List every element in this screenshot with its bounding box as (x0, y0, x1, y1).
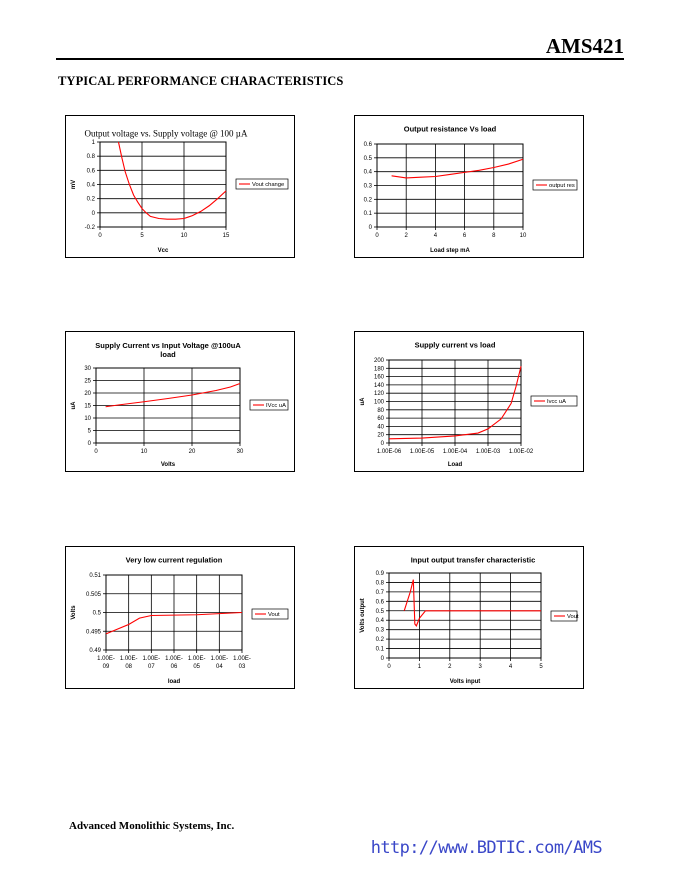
y-tick-label: 120 (373, 391, 384, 398)
y-tick-label: 25 (84, 378, 91, 385)
chart-svg (355, 547, 583, 688)
x-tick-label: 1.00E-03 (475, 449, 501, 455)
y-tick-label: 160 (373, 374, 384, 381)
y-tick-label: 0 (380, 441, 384, 447)
x-tick-label: 10 (140, 449, 148, 455)
y-tick-label: 0.8 (86, 154, 95, 161)
legend-label: output res (549, 183, 575, 189)
y-axis-title: mV (71, 179, 77, 190)
y-tick-label: 0.8 (375, 580, 384, 587)
y-tick-label: 0.49 (89, 648, 101, 654)
y-tick-label: 20 (377, 432, 384, 439)
x-tick-label: 4 (433, 233, 438, 239)
y-tick-label: 80 (377, 407, 384, 414)
y-tick-label: 0 (87, 441, 91, 447)
x-axis-title: Load (447, 462, 463, 468)
y-tick-label: 0.5 (375, 608, 384, 615)
x-tick-label: 1.00E-07 (142, 656, 161, 670)
series-line (118, 142, 226, 219)
y-tick-label: 0 (380, 656, 384, 662)
x-tick-label: 1.00E-03 (233, 656, 251, 670)
y-tick-label: 30 (84, 366, 91, 372)
x-tick-label: 1.00E-04 (210, 656, 229, 670)
x-tick-label: 10 (180, 233, 188, 239)
y-tick-label: 40 (377, 424, 384, 431)
x-tick-label: 5 (140, 233, 144, 239)
chart-title: Output voltage vs. Supply voltage @ 100 µA (84, 128, 248, 139)
y-tick-label: 10 (84, 416, 91, 422)
y-tick-label: 0 (368, 225, 372, 231)
x-axis-title: Volts (160, 462, 176, 468)
x-tick-label: 1.00E-09 (97, 656, 115, 670)
y-tick-label: 60 (377, 416, 384, 423)
y-tick-label: 0.3 (363, 183, 372, 190)
y-axis-title: Volts (71, 605, 77, 620)
y-tick-label: 1 (91, 140, 95, 146)
x-tick-label: 0 (98, 233, 102, 239)
chart-svg (66, 116, 294, 257)
x-tick-label: 0 (387, 664, 391, 670)
chart-output-voltage-vs-supply (65, 115, 295, 258)
y-tick-label: 0.6 (363, 142, 372, 148)
chart-title: Supply Current vs Input Voltage @100uA load (95, 340, 241, 359)
x-tick-label: 8 (492, 233, 496, 239)
y-axis-title: Volts output (360, 598, 366, 633)
y-tick-label: 0.3 (375, 627, 384, 634)
x-tick-label: 30 (236, 449, 244, 455)
legend-label: Ivcc uA (547, 399, 567, 405)
y-tick-label: 0.4 (363, 169, 372, 176)
x-tick-label: 1.00E-04 (442, 449, 468, 455)
y-tick-label: 0.6 (86, 168, 95, 175)
y-tick-label: 140 (373, 382, 384, 389)
x-axis-title: load (167, 679, 181, 685)
y-tick-label: 180 (373, 366, 384, 373)
header-rule (56, 58, 624, 60)
y-tick-label: 0.6 (375, 599, 384, 606)
legend-label: Vout (567, 614, 579, 620)
y-tick-label: 0.4 (86, 182, 95, 189)
x-tick-label: 1.00E-05 (409, 449, 435, 455)
chart-input-output-transfer (354, 546, 584, 689)
chart-supply-current-vs-load (354, 331, 584, 472)
y-tick-label: 15 (84, 403, 91, 410)
y-tick-label: 0.51 (89, 573, 101, 579)
y-tick-label: 0 (91, 210, 95, 217)
series-line (404, 580, 541, 626)
x-tick-label: 5 (539, 664, 543, 670)
y-tick-label: 0.2 (363, 197, 372, 204)
chart-svg (66, 332, 294, 471)
chart-title: Supply current vs load (414, 340, 496, 350)
y-tick-label: 0.7 (375, 589, 384, 596)
y-tick-label: 0.1 (363, 211, 372, 218)
footer-url-link[interactable]: http://www.BDTIC.com/AMS (370, 838, 602, 858)
y-tick-label: 200 (373, 358, 384, 364)
x-tick-label: 20 (188, 449, 196, 455)
chart-title: Input output transfer characteristic (410, 555, 536, 565)
x-tick-label: 1.00E-02 (508, 449, 534, 455)
x-tick-label: 4 (508, 664, 513, 670)
legend-label: Vout (268, 612, 280, 618)
footer-company: Advanced Monolithic Systems, Inc. (69, 820, 235, 832)
legend-label: IVcc uA (266, 403, 286, 409)
chart-svg (355, 332, 583, 471)
legend-label: Vout change (252, 182, 285, 188)
y-tick-label: 0.2 (375, 637, 384, 644)
x-tick-label: 6 (462, 233, 467, 239)
y-tick-label: 20 (84, 391, 91, 397)
y-tick-label: 0.1 (375, 646, 384, 653)
y-tick-label: 0.4 (375, 618, 384, 625)
x-tick-label: 15 (222, 233, 230, 239)
chart-very-low-current-regulation (65, 546, 295, 689)
x-tick-label: 3 (478, 664, 482, 670)
y-tick-label: 0.505 (85, 591, 101, 598)
x-tick-label: 2 (448, 664, 452, 670)
x-axis-title: Volts input (449, 679, 481, 685)
x-tick-label: 1.00E-06 (376, 449, 402, 455)
chart-svg (66, 547, 294, 688)
x-tick-label: 10 (519, 233, 527, 239)
x-tick-label: 1 (417, 664, 422, 670)
y-tick-label: 5 (87, 428, 91, 435)
chart-title: Output resistance Vs load (403, 124, 497, 134)
y-tick-label: -0.2 (84, 225, 95, 231)
x-tick-label: 1.00E-08 (119, 656, 138, 670)
section-heading: TYPICAL PERFORMANCE CHARACTERISTICS (58, 74, 344, 88)
y-tick-label: 0.495 (85, 629, 101, 636)
chart-supply-current-vs-input-voltage (65, 331, 295, 472)
x-tick-label: 1.00E-05 (187, 656, 206, 670)
x-axis-title: Vcc (157, 248, 169, 254)
y-tick-label: 100 (373, 399, 384, 406)
chart-title: Very low current regulation (125, 555, 223, 565)
y-tick-label: 0.9 (375, 571, 384, 577)
x-tick-label: 0 (94, 449, 98, 455)
x-axis-title: Load step mA (430, 248, 470, 254)
x-tick-label: 1.00E-06 (165, 656, 183, 670)
x-tick-label: 0 (375, 233, 379, 239)
y-tick-label: 0.2 (86, 196, 95, 203)
series-line (392, 159, 523, 178)
y-tick-label: 0.5 (363, 155, 372, 162)
chart-output-resistance-vs-load (354, 115, 584, 258)
y-axis-title: uA (71, 401, 77, 410)
y-tick-label: 0.5 (92, 610, 101, 617)
y-axis-title: uA (360, 397, 366, 406)
chart-svg (355, 116, 583, 257)
x-tick-label: 2 (404, 233, 408, 239)
document-title: AMS421 (545, 34, 624, 58)
series-line (106, 384, 240, 407)
